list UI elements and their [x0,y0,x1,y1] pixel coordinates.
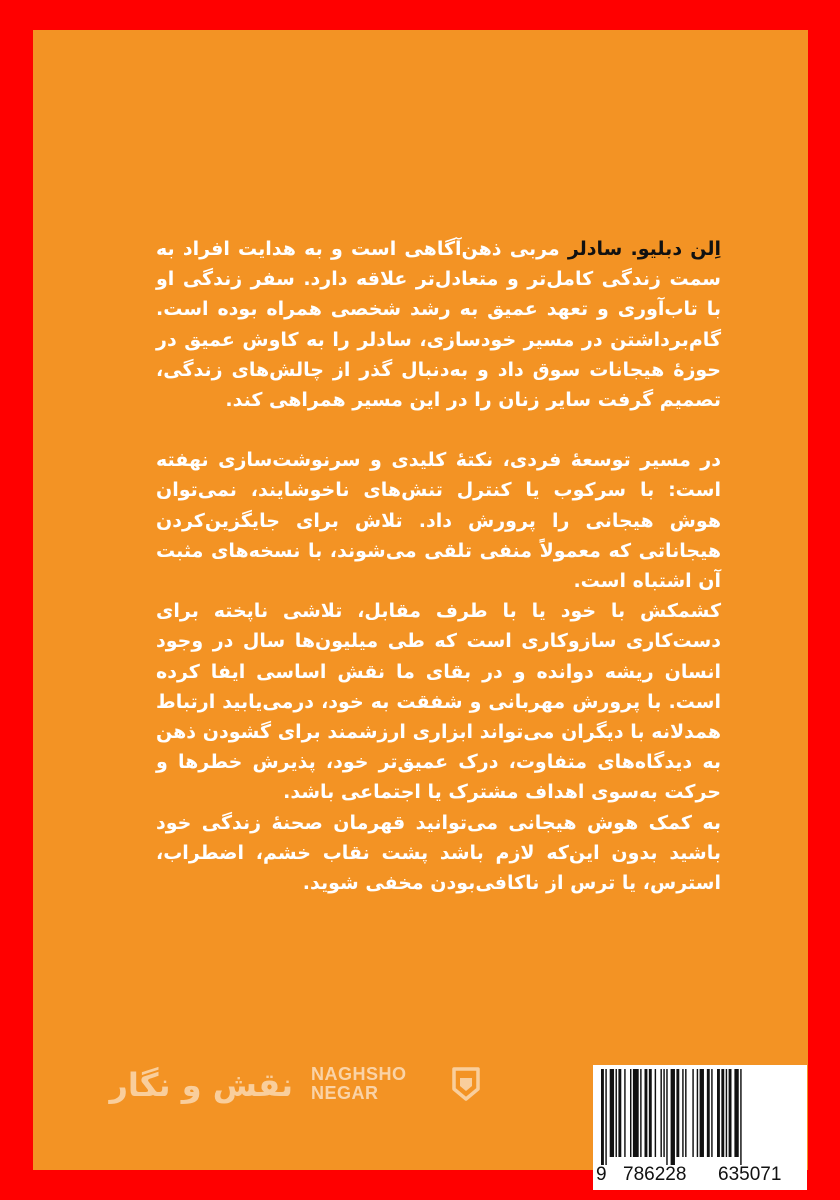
blurb-paragraph-2: کشمکش با خود یا با طرف مقابل، تلاشی ناپخته برای دست‌کاری سازوکاری است که طی میلیون‌ها سال در وجود انسان ریشه دوانده و در بقای ما نقش اساسی ایفا کرده است. با پرورش مهربانی و شفقت به خود، درمی‌یابید ارتباط همدلانه با دیگران می‌تواند ابزاری ارزشمند برای گشودن ذهن به دیدگاه‌های متفاوت، درک عمیق‌تر خود، پذیرش خطرها و حرکت به‌سوی اهداف مشترک یا اجتماعی باشد. [156,600,721,804]
barcode-bar [655,1069,656,1157]
barcode-bar [649,1069,652,1157]
barcode-bar [663,1069,664,1157]
barcode-bar [726,1069,727,1157]
cover-blurb [156,234,721,898]
barcode-bar [707,1069,710,1157]
barcode-bar [640,1069,641,1157]
publisher-name-latin-line2: NEGAR [311,1083,379,1103]
isbn-digit-group-1: 786228 [623,1164,687,1185]
barcode-bar [700,1069,704,1157]
barcode-bar [645,1069,648,1157]
barcode-bar [671,1069,675,1165]
author-bio-paragraph [156,234,721,415]
barcode-bar [601,1069,604,1165]
blurb-paragraph-3: به کمک هوش هیجانی می‌توانید قهرمان صحنهٔ زندگی خود باشید بدون این‌که لازم باشد پشت نقاب خشم، اضطراب، استرس، یا ترس از ناکافی‌بودن مخفی شوید. [156,811,721,895]
barcode-bar [711,1069,712,1157]
publisher-name-latin-line1: NAGHSHO [311,1064,407,1084]
isbn-digit-group-2: 635071 [718,1164,782,1185]
isbn-number [593,1164,807,1186]
barcode-bar [721,1069,724,1157]
barcode-bars [597,1069,803,1165]
publisher-name-persian: نقش و نگار [109,1066,293,1104]
barcode-bar [740,1069,741,1165]
naghsho-negar-emblem-icon [451,1066,481,1102]
barcode-bar [734,1069,738,1157]
barcode-bar [692,1069,693,1157]
blurb-paragraph-1: در مسیر توسعهٔ فردی، نکتهٔ کلیدی و سرنوشت‌سازی نهفته است: با سرکوب یا کنترل تنش‌های ناخوشایند، نمی‌توان هوش هیجانی را پرورش داد. تلاش برای جایگزین‌کردن هیجاناتی که معمولاً منفی تلقی می‌شوند، با نسخه‌های مثبت آن اشتباه است. [156,449,721,593]
barcode-bar [660,1069,661,1157]
barcode-bar [682,1069,683,1157]
author-bio-text: مربی ذهن‌آگاهی است و به هدایت افراد به سمت زندگی کامل‌تر و متعادل‌تر علاقه دارد. سفر زندگی او با تاب‌آوری و تعهد عمیق به رشد شخصی همراه بوده است. گام‌برداشتن در مسیر خودسازی، سادلر را به کاوش عمیق در حوزهٔ هیجانات سوق داد و به‌دنبال گذر از چالش‌های زندگی، تصمیم گرفت سایر زنان را در این مسیر همراهی کند. [156,238,721,412]
back-cover [33,30,808,1185]
barcode-bar [729,1069,732,1157]
barcode-bar [717,1069,720,1157]
barcode-bar [676,1069,679,1157]
isbn-barcode [593,1065,807,1190]
barcode-bar [697,1069,698,1157]
publisher-name-latin [311,1065,407,1103]
barcode-bar [618,1069,621,1157]
barcode-bar [630,1069,631,1157]
barcode-bar [610,1069,614,1157]
barcode-bar [666,1069,667,1165]
paragraph-gap [156,415,721,445]
barcode-bar [624,1069,625,1157]
isbn-prefix-digit: 9 [596,1164,607,1185]
barcode-bar [685,1069,686,1157]
author-name: اِلن دبلیو. سادلر [567,238,721,260]
barcode-bar [605,1069,606,1165]
barcode-bar [633,1069,639,1157]
barcode-bar [616,1069,617,1157]
